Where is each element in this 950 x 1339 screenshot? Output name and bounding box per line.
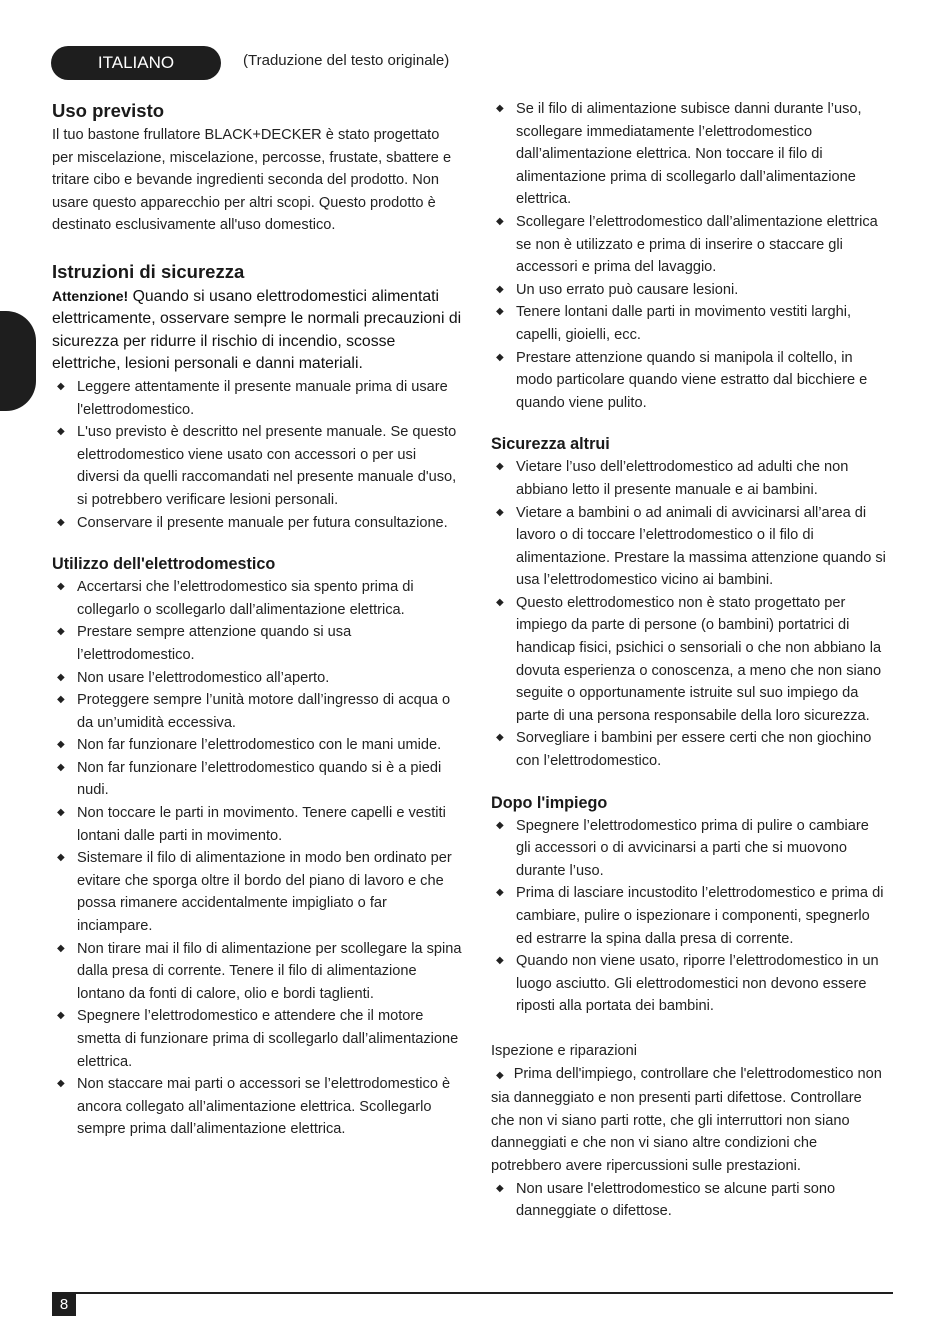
list-item: ◆ Sistemare il filo di alimentazione in modo ben ordinato per evitare che sporga oltre il bordo del piano di lavoro e che possa rimanere accidentalmente impigliato o far inciampare.	[52, 847, 462, 937]
list-item: ◆ Questo elettrodomestico non è stato progettato per impiego da parte di persone (o bambini) portatrici di handicap fisici, psichici o sensoriali o che non abbiano la dovuta esperienza o conoscenza, a meno che non siano seguite o opportunamente istruite sul suo impiego da parte di una persona responsabile della loro sicurezza.	[491, 592, 886, 728]
left-column	[52, 98, 462, 1141]
heading-dopo-impiego: Dopo l'impiego	[491, 793, 608, 812]
warning-label: Attenzione!	[52, 287, 129, 304]
list-item: ◆ Un uso errato può causare lesioni.	[491, 279, 886, 302]
list-item: ◆ Se il filo di alimentazione subisce danni durante l’uso, scollegare immediatamente l’elettrodomestico dall’alimentazione elettrica. Non toccare il filo di alimentazione prima di scollegarlo dall’alimentazione elettrica.	[491, 98, 886, 211]
list-item: ◆ Vietare l’uso dell’elettrodomestico ad adulti che non abbiano letto il presente manuale e ai bambini.	[491, 456, 886, 501]
list-item: ◆ L'uso previsto è descritto nel presente manuale. Se questo elettrodomestico viene usato con accessori o per usi diversi da quelli raccomandati nel presente manuale d'uso, si potrebbero verificare lesioni personali.	[52, 421, 462, 511]
translation-note: (Traduzione del testo originale)	[243, 52, 450, 69]
sicurezza-list	[52, 376, 462, 534]
heading-sicurezza-altrui: Sicurezza altrui	[491, 435, 610, 454]
heading-utilizzo: Utilizzo dell'elettrodomestico	[52, 555, 276, 574]
language-badge: ITALIANO	[51, 46, 221, 80]
list-item: ◆ Quando non viene usato, riporre l’elettrodomestico in un luogo asciutto. Gli elettrodomestici non devono essere riposti alla portata dei bambini.	[491, 950, 886, 1018]
list-item: ◆ Non far funzionare l’elettrodomestico quando si è a piedi nudi.	[52, 757, 462, 802]
ispezione-paragraph	[491, 1063, 886, 1178]
heading-uso-previsto: Uso previsto	[52, 100, 165, 121]
footer-rule	[52, 1292, 893, 1294]
heading-ispezione: Ispezione e riparazioni	[491, 1042, 638, 1059]
utilizzo-list	[52, 576, 462, 1141]
list-item: ◆ Non usare l’elettrodomestico all’aperto.	[52, 667, 462, 690]
list-item: ◆ Scollegare l’elettrodomestico dall’alimentazione elettrica se non è utilizzato e prima di inserire o staccare gli accessori e prima del lavaggio.	[491, 211, 886, 279]
list-item: ◆ Vietare a bambini o ad animali di avvicinarsi all’area di lavoro o di toccare l’elettrodomestico o il filo di alimentazione. Prestare la massima attenzione quando si usa l’elettrodomestico vicino ai bambini.	[491, 502, 886, 592]
list-item: ◆ Non toccare le parti in movimento. Tenere capelli e vestiti lontani dalle parti in movimento.	[52, 802, 462, 847]
continued-list	[491, 98, 886, 414]
dopo-list	[491, 815, 886, 1018]
list-item: ◆ Proteggere sempre l’unità motore dall’ingresso di acqua o da un’umidità eccessiva.	[52, 689, 462, 734]
altrui-list	[491, 456, 886, 772]
list-item: ◆ Non usare l'elettrodomestico se alcune parti sono danneggiate o difettose.	[491, 1178, 886, 1223]
warning-paragraph	[52, 285, 462, 376]
uso-previsto-body: Il tuo bastone frullatore BLACK+DECKER è stato progettato per miscelazione, miscelazione, percosse, frustate, sbattere e tritare cibo e bevande ingredienti seconda del prodotto. Non usare questo apparecchio per altri scopi. Questo prodotto è destinato esclusivamente all'uso domestico.	[52, 127, 452, 234]
ispezione-list	[491, 1178, 886, 1223]
list-item: ◆ Non far funzionare l’elettrodomestico con le mani umide.	[52, 734, 462, 757]
list-item: ◆ Accertarsi che l’elettrodomestico sia spento prima di collegarlo o scollegarlo dall’alimentazione elettrica.	[52, 576, 462, 621]
list-item: ◆ Non tirare mai il filo di alimentazione per scollegare la spina dalla presa di corrente. Tenere il filo di alimentazione lontano da fonti di calore, olio e bordi taglienti.	[52, 938, 462, 1006]
list-item: ◆ Prestare sempre attenzione quando si usa l’elettrodomestico.	[52, 621, 462, 666]
list-item: ◆ Sorvegliare i bambini per essere certi che non giochino con l’elettrodomestico.	[491, 727, 886, 772]
list-item: ◆ Leggere attentamente il presente manuale prima di usare l'elettrodomestico.	[52, 376, 462, 421]
right-column	[491, 98, 886, 1223]
list-item: ◆ Conservare il presente manuale per futura consultazione.	[52, 512, 462, 535]
list-item: ◆ Prima di lasciare incustodito l’elettrodomestico e prima di cambiare, pulire o ispezionare i componenti, spegnerlo ed estrarre la spina dalla presa di corrente.	[491, 882, 886, 950]
heading-istruzioni-sicurezza: Istruzioni di sicurezza	[52, 260, 245, 282]
page-number: 8	[52, 1294, 76, 1316]
list-item: ◆ Spegnere l’elettrodomestico e attendere che il motore smetta di funzionare prima di scollegarlo dall’alimentazione elettrica.	[52, 1005, 462, 1073]
list-item: ◆ Spegnere l’elettrodomestico prima di pulire o cambiare gli accessori o di avvicinarsi a parti che si muovono durante l’uso.	[491, 815, 886, 883]
diamond-bullet-icon	[491, 1066, 514, 1082]
list-item: ◆ Tenere lontani dalle parti in movimento vestiti larghi, capelli, gioielli, ecc.	[491, 301, 886, 346]
section-thumb-tab	[0, 311, 36, 411]
ispezione-text: Prima dell'impiego, controllare che l'elettrodomestico non sia danneggiato e non presenti parti difettose. Controllare che non vi siano parti rotte, che gli interruttori non siano danneggiati e che non vi siano altre condizioni che potrebbero avere ripercussioni sulle prestazioni.	[491, 1065, 882, 1174]
list-item: ◆ Prestare attenzione quando si manipola il coltello, in modo particolare quando viene estratto dal bicchiere e quando viene pulito.	[491, 347, 886, 415]
list-item: ◆ Non staccare mai parti o accessori se l’elettrodomestico è ancora collegato all’alimentazione elettrica. Scollegarlo sempre prima dall’alimentazione elettrica.	[52, 1073, 462, 1141]
warning-text: Quando si usano elettrodomestici alimentati elettricamente, osservare sempre le normali precauzioni di sicurezza per ridurre il rischio di incendio, scosse elettriche, lesioni personali e danni materiali.	[52, 287, 462, 373]
